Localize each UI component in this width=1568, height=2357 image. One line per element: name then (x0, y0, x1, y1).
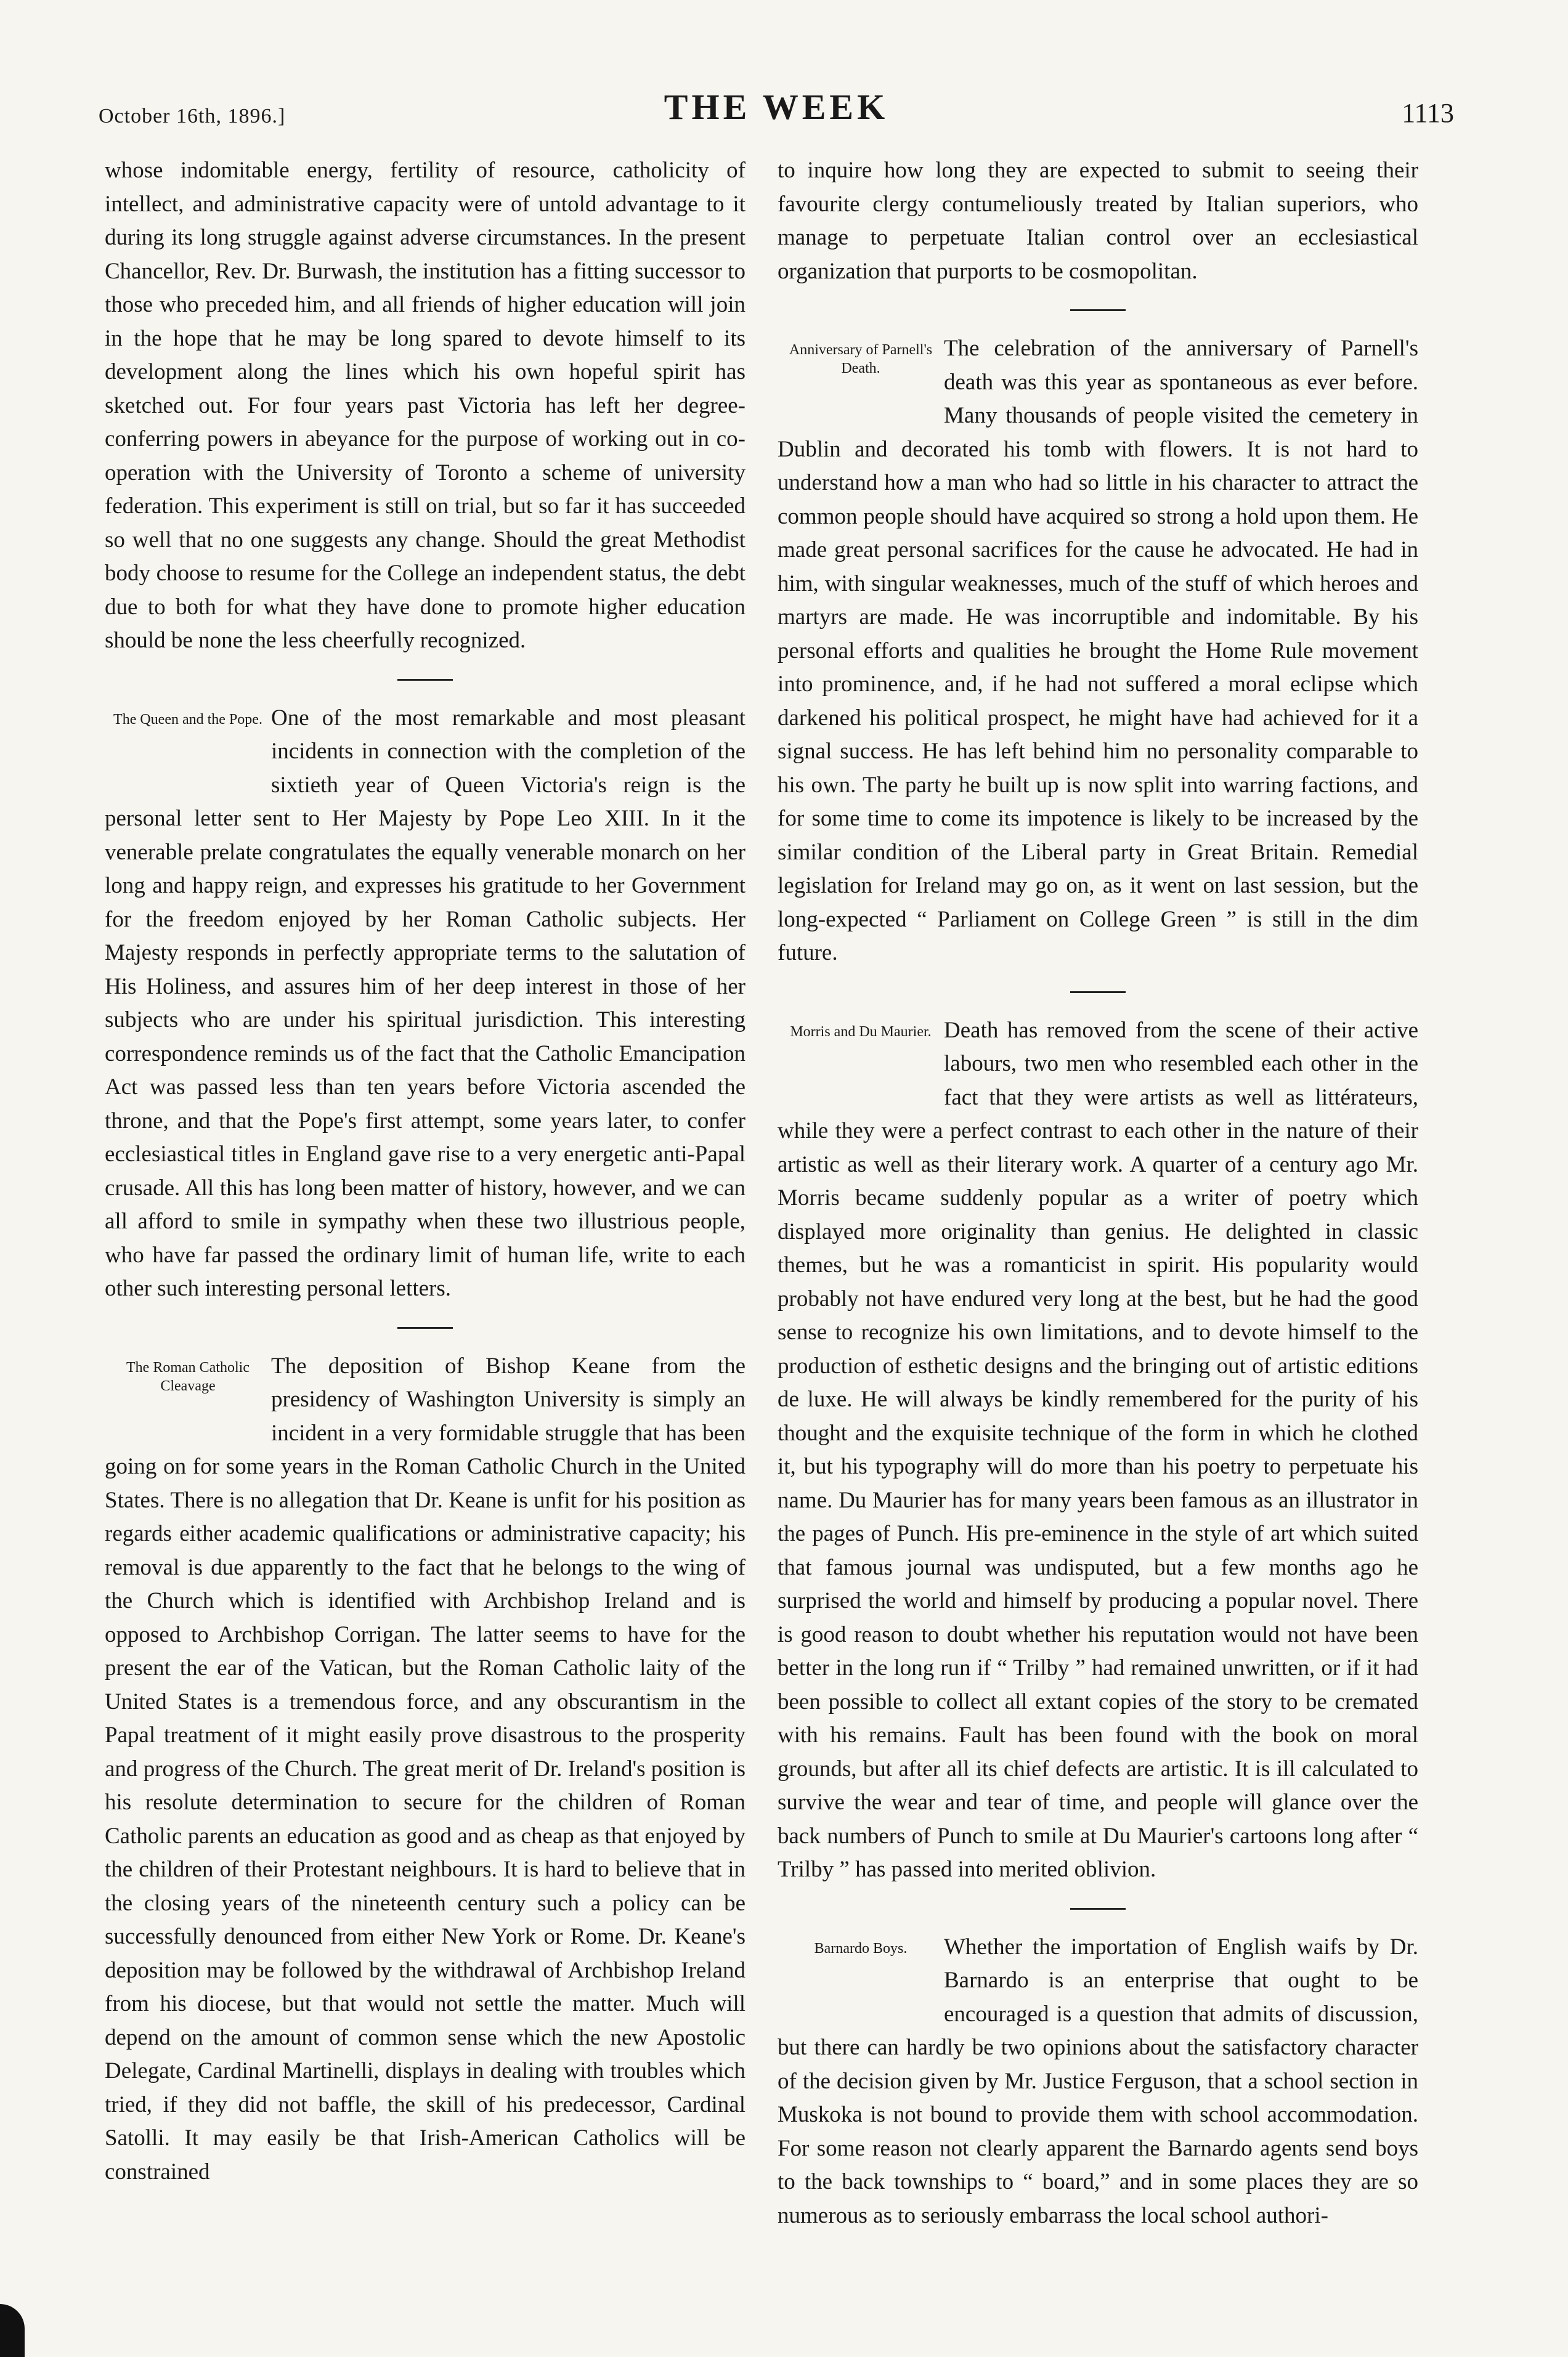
masthead (99, 86, 1454, 142)
section-divider (397, 1327, 453, 1329)
barnardo-boys-text: Whether the importation of English waifs by Dr. Barnardo is an enterprise that ought to be encouraged is a question that admits of discussion, but there can hardly be two opinions about the satisfactory character of the decision given by Mr. Justice Ferguson, that a school section in Muskoka is not bound to provide them with school accommodation. For some reason not clearly apparent the Barnardo agents send boys to the back townships to “ board,” and in some places they are so numerous as to seriously embarrass the local school authori- (778, 1934, 1418, 2228)
binding-edge-mark (0, 2304, 25, 2357)
victoria-college-paragraph: whose indomitable energy, fertility of resource, catholicity of intellect, and administrative capacity were of untold advantage to it during its long struggle against adverse circumstances. In the present Chancellor, Rev. Dr. Burwash, the institution has a fitting successor to those who preceded him, and all friends of higher education will join in the hope that he may be long spared to devote himself to its development along the lines which his own hopeful spirit has sketched out. For four years past Victoria has left her degree-conferring powers in abeyance for the purpose of working out in co-operation with the University of Toronto a scheme of university federation. This experiment is still on trial, but so far it has succeeded so well that no one suggests any change. Should the great Methodist body choose to resume for the College an independent status, the debt due to both for what they have done to promote higher education should be none the less cheerfully recognized. (105, 158, 745, 653)
side-note-roman-catholic-cleavage: The Roman Catholic Cleavage (126, 1359, 250, 1394)
barnardo-boys-article (778, 1931, 1418, 2233)
section-divider (1070, 1908, 1126, 1910)
publication-title: THE WEEK (664, 87, 889, 127)
side-note-parnell: Anniversary of Parnell's Death. (789, 342, 933, 376)
left-column (105, 154, 745, 2189)
roman-catholic-cleavage-text: The deposition of Bishop Keane from the presidency of Washington University is simply an incident in a very formidable struggle that has been going on for some years in the Roman Catholic Church in the United States. There is no allegation that Dr. Keane is unfit for his position as regards either academic qualifications or administrative capacity; his removal is due apparently to the fact that he belongs to the wing of the Church which is identified with Archbishop Ireland and is opposed to Archbishop Corrigan. The latter seems to have for the present the ear of the Vatican, but the Roman Catholic laity of the United States is a tremendous force, and any obscurantism in the Papal treatment of it might easily prove disastrous to the prosperity and progress of the Church. The great merit of Dr. Ireland's position is his resolute determination to secure for the children of Roman Catholic parents an education as good and as cheap as that enjoyed by the children of their Protestant neighbours. It is hard to believe that in the closing years of the nineteenth century such a policy can be successfully denounced from either New York or Rome. Dr. Keane's deposition may be followed by the withdrawal of Archbishop Ireland from his diocese, but that would not settle the matter. Much will depend on the amount of common sense which the new Apostolic Delegate, Cardinal Martinelli, displays in dealing with troubles which tried, if they did not baffle, the skill of his predecessor, Cardinal Satolli. It may easily be that Irish-American Catholics will be constrained (105, 1353, 745, 2185)
side-note-morris-du-maurier: Morris and Du Maurier. (790, 1023, 932, 1040)
morris-du-maurier-text: Death has removed from the scene of their active labours, two men who resembled each other in the fact that they were artists as well as littérateurs, while they were a perfect contrast to each other in the nature of their artistic as well as their literary work. A quarter of a century ago Mr. Morris became suddenly popular as a writer of poetry which displayed more originality than genius. He delighted in classic themes, but he was a romanticist in spirit. His popularity would probably not have endured very long at the best, but he had the good sense to recognize his own limitations, and to devote himself to the production of esthetic designs and the bringing out of artistic editions de luxe. He will always be kindly remembered for the purity of his thought and the exquisite technique of the form in which he clothed it, but his typography will do more than his poetry to perpetuate his name. Du Maurier has for many years been famous as an illustrator in the pages of Punch. His pre-eminence in the style of art which suited that famous journal was undisputed, but a few months ago he surprised the world and himself by producing a popular novel. There is good reason to doubt whether his reputation would not have been better in the long run if “ Trilby ” had remained unwritten, or if it had been possible to collect all extant copies of the story to be cremated with his remains. Fault has been found with the book on moral grounds, but after all its chief defects are artistic. It is ill calculated to survive the wear and tear of time, and people will glance over the back numbers of Punch to smile at Du Maurier's cartoons long after “ Trilby ” has passed into merited oblivion. (778, 1017, 1418, 1882)
roman-catholic-cleavage-article (105, 1350, 745, 2189)
queen-and-pope-text: One of the most remarkable and most pleasant incidents in connection with the completion of the sixtieth year of Queen Victoria's reign is the personal letter sent to Her Majesty by Pope Leo XIII. In it the venerable prelate congratulates the equally venerable monarch on her long and happy reign, and expresses his gratitude to her Government for the freedom enjoyed by her Roman Catholic subjects. Her Majesty responds in perfectly appropriate terms to the salutation of His Holiness, and assures him of her deep interest in those of her subjects who are under his spiritual jurisdiction. This interesting correspondence reminds us of the fact that the Catholic Emancipation Act was passed less than ten years before Victoria ascended the throne, and that the Pope's first attempt, some years later, to confer ecclesiastical titles in England gave rise to a very energetic anti-Papal crusade. All this has long been matter of history, however, and we can all afford to smile in sympathy when these two illustrious people, who have far passed the ordinary limit of human life, write to each other such interesting personal letters. (105, 705, 745, 1301)
continuation-paragraph: to inquire how long they are expected to submit to seeing their favourite clergy contumeliously treated by Italian superiors, who manage to perpetuate Italian control over an ecclesiastical organization that purports to be cosmopolitan. (778, 158, 1418, 284)
right-column (778, 154, 1418, 2233)
issue-date: October 16th, 1896.] (99, 105, 286, 128)
queen-and-pope-article (105, 702, 745, 1306)
section-divider (397, 679, 453, 681)
morris-du-maurier-article (778, 1014, 1418, 1887)
side-note-barnardo-boys: Barnardo Boys. (814, 1940, 908, 1957)
parnell-anniversary-text: The celebration of the anniversary of Parnell's death was this year as spontaneous as ever before. Many thousands of people visited the cemetery in Dublin and decorated his tomb with flowers. It is not hard to understand how a man who had so little in his character to attract the common people should have acquired so strong a hold upon them. He made great personal sacrifices for the cause he advocated. He had in him, with singular weaknesses, much of the stuff of which heroes and martyrs are made. He was incorruptible and indomitable. By his personal efforts and qualities he brought the Home Rule movement into prominence, and, if he had not suffered a moral eclipse which darkened his political prospect, he might have had achieved for it a signal success. He has left behind him no personality comparable to his own. The party he built up is now split into warring factions, and for some time to come its impotence is likely to be increased by the similar condition of the Liberal party in Great Britain. Remedial legislation for Ireland may go on, as it went on last session, but the long-expected “ Parliament on College Green ” is still in the dim future. (778, 336, 1418, 965)
page-number: 1113 (1402, 98, 1454, 128)
section-divider (1070, 991, 1126, 993)
section-divider (1070, 309, 1126, 311)
parnell-anniversary-article (778, 332, 1418, 970)
side-note-queen-and-pope: The Queen and the Pope. (113, 711, 262, 728)
